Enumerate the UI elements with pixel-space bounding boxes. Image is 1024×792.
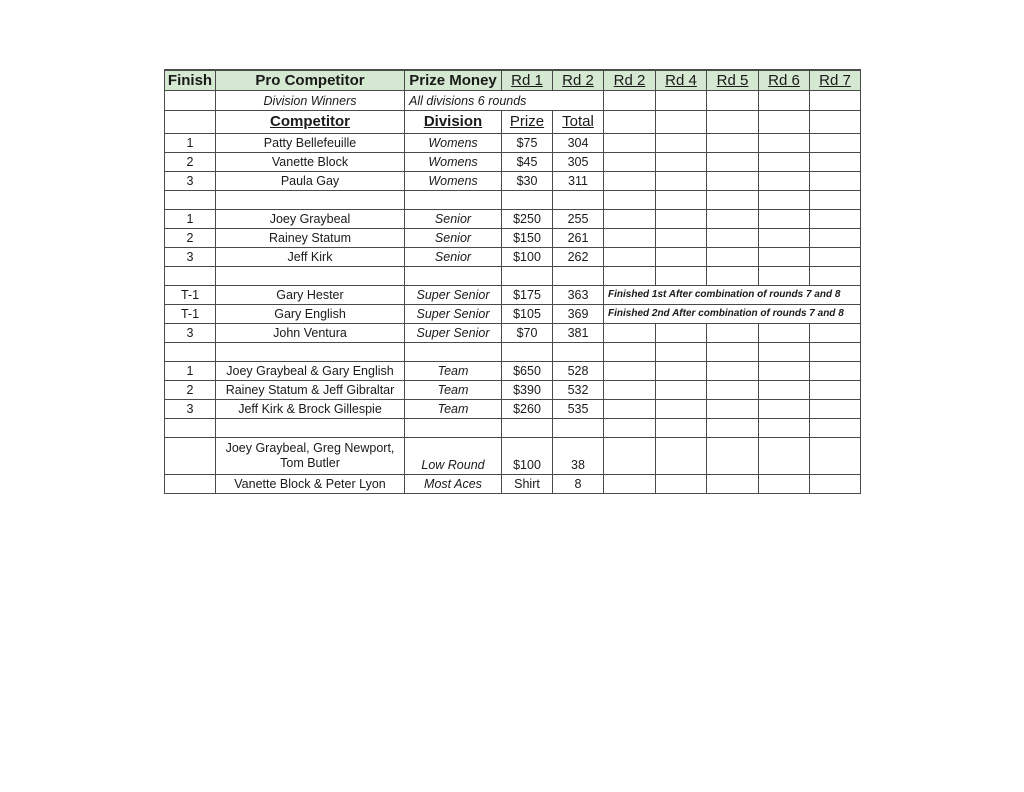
empty-cell <box>604 172 656 191</box>
total-cell: 381 <box>553 324 604 343</box>
empty-cell <box>604 134 656 153</box>
prize-cell: $650 <box>502 362 553 381</box>
total-cell: 261 <box>553 229 604 248</box>
empty-cell <box>656 91 707 111</box>
blank-row <box>165 267 861 286</box>
finish-cell: 1 <box>165 134 216 153</box>
competitor-cell: Rainey Statum <box>216 229 405 248</box>
division-cell: Womens <box>405 172 502 191</box>
empty-cell <box>810 91 861 111</box>
pro-competitor-header: Pro Competitor <box>216 70 405 91</box>
empty-cell <box>604 475 656 494</box>
table-row <box>165 324 861 343</box>
round-header: Rd 6 <box>759 70 810 91</box>
empty-cell <box>707 153 759 172</box>
empty-cell <box>707 91 759 111</box>
finish-cell <box>165 438 216 475</box>
empty-cell <box>810 381 861 400</box>
tiebreak-note: Finished 1st After combination of rounds 7 and 8 <box>604 286 861 305</box>
empty-cell <box>656 111 707 134</box>
division-cell: Team <box>405 400 502 419</box>
empty-cell <box>707 111 759 134</box>
empty-cell <box>759 324 810 343</box>
empty-cell <box>759 400 810 419</box>
prize-cell: $75 <box>502 134 553 153</box>
empty-cell <box>759 111 810 134</box>
competitor-cell: Rainey Statum & Jeff Gibraltar <box>216 381 405 400</box>
prize-cell: $100 <box>502 248 553 267</box>
empty-cell <box>707 475 759 494</box>
empty-cell <box>165 111 216 134</box>
header-row <box>165 70 861 91</box>
empty-cell <box>759 381 810 400</box>
prize-cell: $45 <box>502 153 553 172</box>
finish-cell: 3 <box>165 400 216 419</box>
round-header: Rd 2 <box>553 70 604 91</box>
prize-column-header: Prize <box>502 111 553 134</box>
competitor-cell: Jeff Kirk <box>216 248 405 267</box>
competitor-cell: Gary Hester <box>216 286 405 305</box>
competitor-cell: Joey Graybeal & Gary English <box>216 362 405 381</box>
total-cell: 304 <box>553 134 604 153</box>
prize-cell: Shirt <box>502 475 553 494</box>
empty-cell <box>707 362 759 381</box>
empty-cell <box>604 153 656 172</box>
finish-cell: 2 <box>165 153 216 172</box>
empty-cell <box>810 210 861 229</box>
prize-cell: $390 <box>502 381 553 400</box>
division-cell: Most Aces <box>405 475 502 494</box>
round-header: Rd 5 <box>707 70 759 91</box>
prize-cell: $100 <box>502 438 553 475</box>
empty-cell <box>165 91 216 111</box>
finish-cell: 3 <box>165 248 216 267</box>
empty-cell <box>656 210 707 229</box>
empty-cell <box>604 229 656 248</box>
empty-cell <box>656 381 707 400</box>
table-row <box>165 229 861 248</box>
total-cell: 528 <box>553 362 604 381</box>
empty-cell <box>810 400 861 419</box>
empty-cell <box>759 172 810 191</box>
finish-cell: 1 <box>165 362 216 381</box>
division-column-header: Division <box>405 111 502 134</box>
competitor-cell: John Ventura <box>216 324 405 343</box>
finish-cell: 2 <box>165 381 216 400</box>
prize-cell: $150 <box>502 229 553 248</box>
empty-cell <box>604 91 656 111</box>
finish-header: Finish <box>165 70 216 91</box>
table-row <box>165 153 861 172</box>
division-cell: Super Senior <box>405 286 502 305</box>
empty-cell <box>656 362 707 381</box>
empty-cell <box>810 475 861 494</box>
round-header: Rd 1 <box>502 70 553 91</box>
competitor-cell: Jeff Kirk & Brock Gillespie <box>216 400 405 419</box>
blank-row <box>165 419 861 438</box>
column-header-row <box>165 111 861 134</box>
empty-cell <box>707 381 759 400</box>
results-table <box>164 69 861 494</box>
competitor-cell: Vanette Block <box>216 153 405 172</box>
division-cell: Team <box>405 381 502 400</box>
division-cell: Super Senior <box>405 305 502 324</box>
division-winners-label: Division Winners <box>216 91 405 111</box>
table-row <box>165 475 861 494</box>
empty-cell <box>604 324 656 343</box>
round-header: Rd 4 <box>656 70 707 91</box>
empty-cell <box>707 210 759 229</box>
empty-cell <box>604 210 656 229</box>
empty-cell <box>810 172 861 191</box>
prize-cell: $260 <box>502 400 553 419</box>
table-row <box>165 286 861 305</box>
subheader-row <box>165 91 861 111</box>
table-row <box>165 362 861 381</box>
blank-row <box>165 343 861 362</box>
empty-cell <box>656 172 707 191</box>
all-divisions-note: All divisions 6 rounds <box>405 91 604 111</box>
prize-cell: $175 <box>502 286 553 305</box>
empty-cell <box>656 438 707 475</box>
competitor-column-header: Competitor <box>216 111 405 134</box>
total-cell: 369 <box>553 305 604 324</box>
table-row <box>165 210 861 229</box>
empty-cell <box>707 172 759 191</box>
empty-cell <box>810 438 861 475</box>
division-cell: Womens <box>405 134 502 153</box>
division-cell: Super Senior <box>405 324 502 343</box>
prize-cell: $70 <box>502 324 553 343</box>
empty-cell <box>810 229 861 248</box>
empty-cell <box>656 153 707 172</box>
finish-cell: T-1 <box>165 305 216 324</box>
division-cell: Team <box>405 362 502 381</box>
round-header: Rd 7 <box>810 70 861 91</box>
table-row <box>165 381 861 400</box>
empty-cell <box>759 210 810 229</box>
empty-cell <box>707 400 759 419</box>
prize-cell: $250 <box>502 210 553 229</box>
total-cell: 532 <box>553 381 604 400</box>
empty-cell <box>656 229 707 248</box>
empty-cell <box>656 324 707 343</box>
empty-cell <box>759 475 810 494</box>
competitor-cell: Paula Gay <box>216 172 405 191</box>
empty-cell <box>604 400 656 419</box>
table-row <box>165 438 861 475</box>
empty-cell <box>810 324 861 343</box>
table-row <box>165 248 861 267</box>
empty-cell <box>707 229 759 248</box>
empty-cell <box>759 248 810 267</box>
division-cell: Senior <box>405 229 502 248</box>
blank-row <box>165 191 861 210</box>
empty-cell <box>604 248 656 267</box>
empty-cell <box>759 91 810 111</box>
empty-cell <box>759 134 810 153</box>
division-cell: Senior <box>405 210 502 229</box>
competitor-cell: Patty Bellefeuille <box>216 134 405 153</box>
empty-cell <box>604 362 656 381</box>
empty-cell <box>759 229 810 248</box>
total-cell: 305 <box>553 153 604 172</box>
finish-cell: T-1 <box>165 286 216 305</box>
finish-cell: 2 <box>165 229 216 248</box>
empty-cell <box>707 134 759 153</box>
tiebreak-note: Finished 2nd After combination of rounds 7 and 8 <box>604 305 861 324</box>
empty-cell <box>656 475 707 494</box>
empty-cell <box>707 248 759 267</box>
table-row <box>165 400 861 419</box>
empty-cell <box>810 153 861 172</box>
empty-cell <box>759 438 810 475</box>
empty-cell <box>707 324 759 343</box>
table-row <box>165 134 861 153</box>
competitor-cell: Joey Graybeal, Greg Newport, Tom Butler <box>216 438 405 475</box>
total-cell: 262 <box>553 248 604 267</box>
finish-cell <box>165 475 216 494</box>
competitor-cell: Joey Graybeal <box>216 210 405 229</box>
total-cell: 8 <box>553 475 604 494</box>
total-cell: 255 <box>553 210 604 229</box>
finish-cell: 3 <box>165 172 216 191</box>
empty-cell <box>759 362 810 381</box>
division-cell: Womens <box>405 153 502 172</box>
empty-cell <box>810 248 861 267</box>
empty-cell <box>604 438 656 475</box>
division-cell: Senior <box>405 248 502 267</box>
prize-cell: $105 <box>502 305 553 324</box>
finish-cell: 3 <box>165 324 216 343</box>
prize-money-header: Prize Money <box>405 70 502 91</box>
empty-cell <box>810 362 861 381</box>
empty-cell <box>656 134 707 153</box>
empty-cell <box>810 134 861 153</box>
round-header: Rd 2 <box>604 70 656 91</box>
competitor-cell: Vanette Block & Peter Lyon <box>216 475 405 494</box>
total-cell: 38 <box>553 438 604 475</box>
table-row <box>165 172 861 191</box>
total-cell: 311 <box>553 172 604 191</box>
total-cell: 535 <box>553 400 604 419</box>
table-row <box>165 305 861 324</box>
prize-cell: $30 <box>502 172 553 191</box>
empty-cell <box>759 153 810 172</box>
division-cell: Low Round <box>405 438 502 475</box>
empty-cell <box>604 381 656 400</box>
competitor-cell: Gary English <box>216 305 405 324</box>
empty-cell <box>810 111 861 134</box>
total-column-header: Total <box>553 111 604 134</box>
total-cell: 363 <box>553 286 604 305</box>
empty-cell <box>604 111 656 134</box>
empty-cell <box>656 400 707 419</box>
finish-cell: 1 <box>165 210 216 229</box>
empty-cell <box>707 438 759 475</box>
empty-cell <box>656 248 707 267</box>
